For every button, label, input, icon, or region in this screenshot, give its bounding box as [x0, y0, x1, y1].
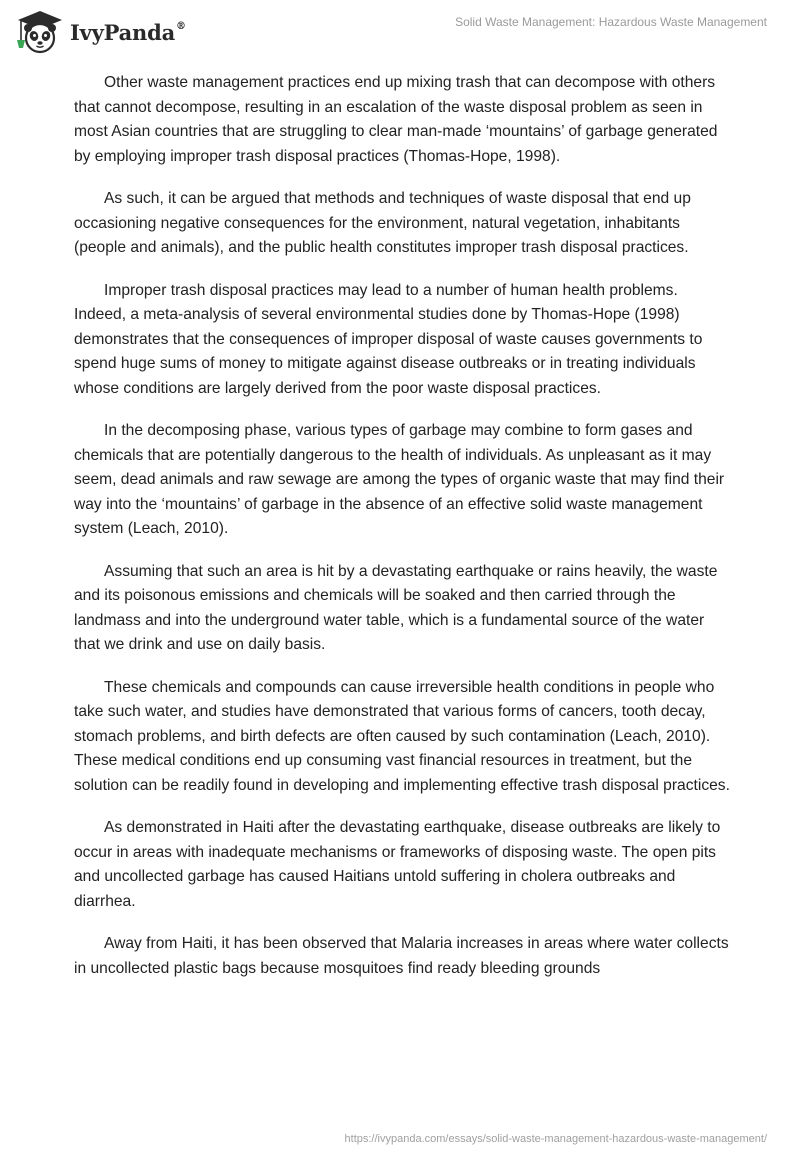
source-url[interactable]: https://ivypanda.com/essays/solid-waste-management-hazardous-waste-management/ [344, 1133, 767, 1145]
paragraph: Improper trash disposal practices may lead to a number of human health problems. Indeed, a meta-analysis of several environmental studies done by Thomas-Hope (1998) demonstrates that the consequences of improper disposal of waste causes governments to spend huge sums of money to mitigate against disease outbreaks or in treating individuals whose conditions are largely derived from the poor waste disposal practices. [74, 281, 703, 397]
paragraph: Other waste management practices end up mixing trash that can decompose with others that cannot decompose, resulting in an escalation of the waste disposal problem as seen in most Asian countries that are struggling to clear man-made ‘mountains’ of garbage generated by employing improper trash disposal practices (Thomas-Hope, 1998). [74, 74, 718, 165]
document-title: Solid Waste Management: Hazardous Waste Management [455, 15, 767, 29]
brand-name: IvyPanda® [70, 19, 186, 45]
ivypanda-logo[interactable] [14, 6, 186, 54]
paragraph: As such, it can be argued that methods and techniques of waste disposal that end up occasioning negative consequences for the environment, natural vegetation, inhabitants (people and animals), and the public health constitutes improper trash disposal practices. [74, 190, 691, 256]
paragraph: In the decomposing phase, various types of garbage may combine to form gases and chemicals that are potentially dangerous to the health of individuals. As unpleasant as it may seem, dead animals and raw sewage are among the types of organic waste that may find their way into the ‘mountains’ of garbage in the absence of an effective solid waste management system (Leach, 2010). [74, 422, 725, 537]
page-header [0, 0, 800, 60]
registered-mark: ® [176, 20, 186, 32]
paragraph: As demonstrated in Haiti after the devastating earthquake, disease outbreaks are likely to occur in areas with inadequate mechanisms or frameworks of disposing waste. The open pits and uncollected garbage has caused Haitians untold suffering in cholera outbreaks and diarrhea. [74, 819, 721, 910]
paragraph: Away from Haiti, it has been observed that Malaria increases in areas where water collects in uncollected plastic bags because mosquitoes find ready bleeding grounds [74, 935, 729, 977]
paragraph: Assuming that such an area is hit by a devastating earthquake or rains heavily, the waste and its poisonous emissions and chemicals will be soaked and then carried through the landmass and into the underground water table, which is a fundamental source of the water that we drink and use on daily basis. [74, 562, 718, 653]
essay-body [74, 71, 734, 999]
panda-graduate-icon [14, 6, 66, 54]
paragraph: These chemicals and compounds can cause irreversible health conditions in people who take such water, and studies have demonstrated that various forms of cancers, tooth decay, stomach problems, and birth defects are often caused by such contamination (Leach, 2010). These medical conditions end up consuming vast financial resources in treatment, but the solution can be readily found in developing and implementing effective trash disposal practices. [74, 678, 730, 794]
